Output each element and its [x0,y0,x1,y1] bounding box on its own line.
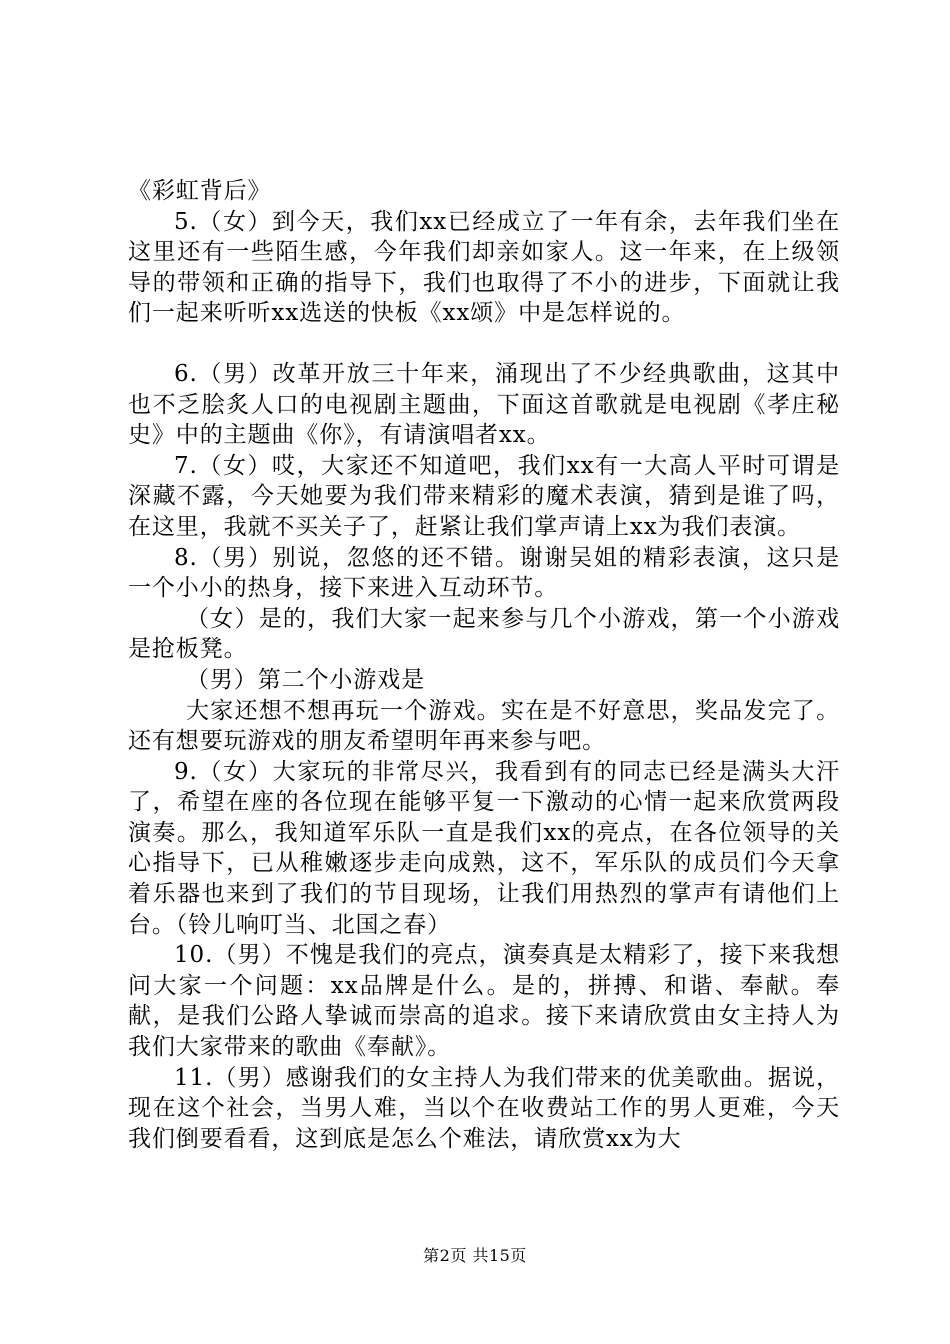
document-body [128,176,840,1154]
paragraph-item-8: 8.（男）别说，忽悠的还不错。谢谢吴姐的精彩表演，这只是一个小小的热身，接下来进入互动环节。 [128,544,840,602]
paragraph-item-6: 6.（男）改革开放三十年来，涌现出了不少经典歌曲，这其中也不乏脍炙人口的电视剧主题曲，下面这首歌就是电视剧《孝庄秘史》中的主题曲《你》，有请演唱者xx。 [128,360,840,449]
paragraph-female-games: （女）是的，我们大家一起来参与几个小游戏，第一个小游戏是抢板凳。 [128,605,840,663]
paragraph-item-7: 7.（女）哎，大家还不知道吧，我们xx有一大高人平时可谓是深藏不露，今天她要为我们带来精彩的魔术表演，猜到是谁了吗，在这里，我就不买关子了，赶紧让我们掌声请上xx为我们表演。 [128,452,840,540]
paragraph-item-5: 5.（女）到今天，我们xx已经成立了一年有余，去年我们坐在这里还有一些陌生感，今年我们却亲如家人。这一年来，在上级领导的带领和正确的指导下，我们也取得了不小的进步，下面就让我们一起来听听xx选送的快板《xx颂》中是怎样说的。 [128,208,840,327]
paragraph-item-11: 11.（男）感谢我们的女主持人为我们带来的优美歌曲。据说，现在这个社会，当男人难，当以个在收费站工作的男人更难，今天我们倒要看看，这到底是怎么个难法，请欣赏xx为大 [128,1064,840,1152]
paragraph-male-second-game: （男）第二个小游戏是 [186,666,425,693]
paragraph-title-fragment: 《彩虹背后》 [128,178,272,204]
paragraph-item-9: 9.（女）大家玩的非常尽兴，我看到有的同志已经是满头大汗了，希望在座的各位现在能够平复一下激动的心情一起来欣赏两段演奏。那么，我知道军乐队一直是我们xx的亮点，在各位领导的关心指导下，已从稚嫩逐步走向成熟，这不，军乐队的成员们今天拿着乐器也来到了我们的节目现场，让我们用热烈的掌声有请他们上台。（铃儿响叮当、北国之春） [128,758,840,938]
paragraph-spacer [128,329,840,359]
paragraph-another-game: 大家还想不想再玩一个游戏。实在是不好意思，奖品发完了。还有想要玩游戏的朋友希望明年再来参与吧。 [128,697,840,755]
page-footer: 第2页 共15页 [423,1246,527,1265]
paragraph-item-10: 10.（男）不愧是我们的亮点，演奏真是太精彩了，接下来我想问大家一个问题：xx品牌是什么。是的，拼搏、和谐、奉献。奉献，是我们公路人挚诚而崇高的追求。接下来请欣赏由女主持人为我们大家带来的歌曲《奉献》。 [128,942,840,1061]
